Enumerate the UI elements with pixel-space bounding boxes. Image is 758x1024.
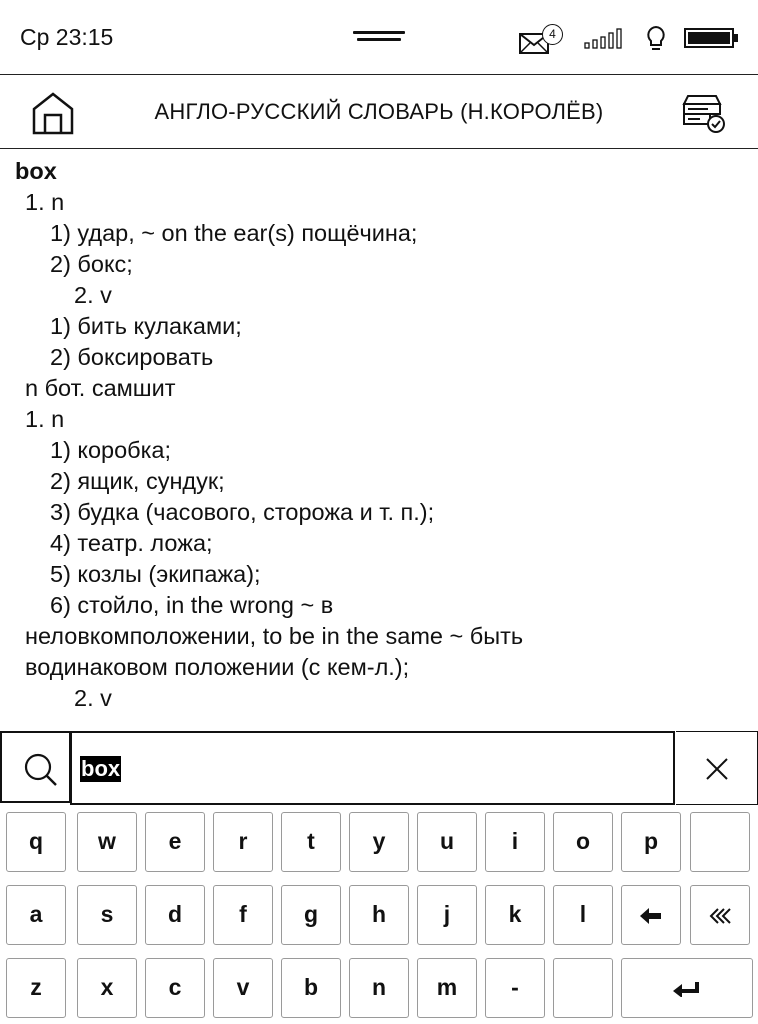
key-b[interactable]: b: [281, 958, 341, 1018]
menu-handle-icon[interactable]: [353, 31, 405, 41]
search-button[interactable]: [0, 731, 70, 803]
key-f[interactable]: f: [213, 885, 273, 945]
key-w[interactable]: w: [77, 812, 137, 872]
entry-line: 6) стойло, in the wrong ~ в: [50, 592, 334, 618]
status-bar: [0, 0, 758, 75]
key-s[interactable]: s: [77, 885, 137, 945]
search-input[interactable]: [70, 731, 675, 805]
entry-line: 2) бокс;: [50, 251, 133, 277]
entry-line: 2) боксировать: [50, 344, 214, 370]
key-t[interactable]: t: [281, 812, 341, 872]
key-z[interactable]: z: [6, 958, 66, 1018]
key-j[interactable]: j: [417, 885, 477, 945]
on-screen-keyboard: [0, 805, 758, 1024]
enter-key[interactable]: [621, 958, 753, 1018]
key-x[interactable]: x: [77, 958, 137, 1018]
key-d[interactable]: d: [145, 885, 205, 945]
home-icon[interactable]: [30, 91, 76, 135]
dictionary-select-icon[interactable]: [680, 92, 728, 134]
entry-line: 1. n: [25, 189, 65, 215]
key-p[interactable]: p: [621, 812, 681, 872]
key-v[interactable]: v: [213, 958, 273, 1018]
double-chevron-left-icon: [709, 908, 731, 924]
key-u[interactable]: u: [417, 812, 477, 872]
key-k[interactable]: k: [485, 885, 545, 945]
key-c[interactable]: c: [145, 958, 205, 1018]
entry-line: водинаковом положении (с кем-л.);: [25, 654, 410, 680]
key-h[interactable]: h: [349, 885, 409, 945]
close-icon: [676, 732, 758, 806]
entry-line: n бот. самшит: [25, 375, 176, 401]
search-bar: [0, 731, 758, 805]
headword: box: [15, 158, 57, 184]
entry-line: 2. v: [74, 685, 112, 711]
entry-line: 4) театр. ложа;: [50, 530, 213, 556]
key-r[interactable]: r: [213, 812, 273, 872]
key-a[interactable]: a: [6, 885, 66, 945]
entry-line: 1) бить кулаками;: [50, 313, 242, 339]
clear-search-button[interactable]: [676, 731, 758, 805]
key-m[interactable]: m: [417, 958, 477, 1018]
entry-line: 5) козлы (экипажа);: [50, 561, 261, 587]
entry-line: 1. n: [25, 406, 65, 432]
page-title: АНГЛО-РУССКИЙ СЛОВАРЬ (Н.КОРОЛЁВ): [154, 99, 604, 124]
key-g[interactable]: g: [281, 885, 341, 945]
battery-icon: [684, 27, 740, 49]
key-y[interactable]: y: [349, 812, 409, 872]
entry-line: 1) коробка;: [50, 437, 172, 463]
key-l[interactable]: l: [553, 885, 613, 945]
entry-line: 1) удар, ~ on the ear(s) пощёчина;: [50, 220, 418, 246]
key-hyphen[interactable]: -: [485, 958, 545, 1018]
clock: Ср 23:15: [20, 24, 114, 50]
key-n[interactable]: n: [349, 958, 409, 1018]
key-o[interactable]: o: [553, 812, 613, 872]
entry-line: 2) ящик, сундук;: [50, 468, 225, 494]
entry-line: неловкомположении, to be in the same ~ быть: [25, 623, 524, 649]
frontlight-icon[interactable]: [644, 25, 668, 53]
search-input-value: box: [81, 756, 121, 781]
entry-line: 2. v: [74, 282, 112, 308]
wifi-signal-icon: [584, 28, 628, 50]
entry-line: 3) будка (часового, сторожа и т. п.);: [50, 499, 435, 525]
key-e[interactable]: e: [145, 812, 205, 872]
key-i[interactable]: i: [485, 812, 545, 872]
dictionary-entry: [0, 156, 758, 730]
key-blank[interactable]: [690, 812, 750, 872]
layout-switch-key[interactable]: [690, 885, 750, 945]
mail-count-badge: 4: [542, 24, 563, 45]
key-blank-2[interactable]: [553, 958, 613, 1018]
enter-icon: [673, 981, 701, 997]
backspace-key[interactable]: [621, 885, 681, 945]
search-icon: [2, 733, 72, 805]
backspace-arrow-icon: [640, 908, 662, 924]
title-bar: [0, 75, 758, 149]
key-q[interactable]: q: [6, 812, 66, 872]
